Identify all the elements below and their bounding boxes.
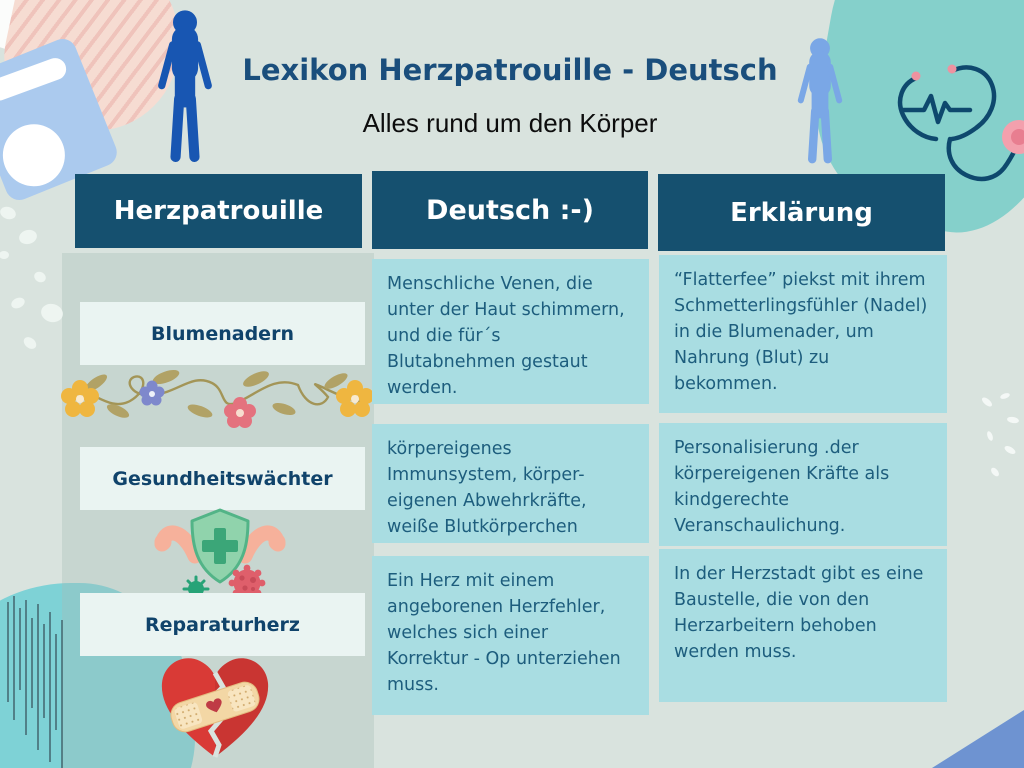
page-title: Lexikon Herzpatrouille - Deutsch xyxy=(242,53,778,87)
deutsch-cell-blumenadern: Menschliche Venen, die unter der Haut schimmern, und die für´s Blutabnehmen gestaut werden. xyxy=(372,259,649,404)
column-header-deutsch: Deutsch :-) xyxy=(372,171,648,249)
erklaerung-cell-gesundheitswaechter: Personalisierung .der körpereigenen Kräfte als kindgerechte Veranschaulichung. xyxy=(659,423,947,546)
deutsch-cell-reparaturherz: Ein Herz mit einem angeborenen Herzfehler, welches sich einer Korrektur - Op unterziehen muss. xyxy=(372,556,649,715)
deutsch-cell-gesundheitswaechter: körpereigenes Immunsystem, körper-eigenen Abwehrkräfte, weiße Blutkörperchen xyxy=(372,424,649,543)
erklaerung-cell-reparaturherz: In der Herzstadt gibt es eine Baustelle, die von den Herzarbeitern behoben werden muss. xyxy=(659,549,947,702)
column-header-herzpatrouille: Herzpatrouille xyxy=(75,174,362,248)
flower-vine-icon xyxy=(60,355,372,435)
body-silhouette-right xyxy=(785,38,855,170)
term-blumenadern: Blumenadern xyxy=(80,302,365,365)
blue-corner-bottom-right xyxy=(932,710,1024,768)
erklaerung-cell-blumenadern: “Flatterfee” piekst mit ihrem Schmetterlingsfühler (Nadel) in die Blumenader, um Nahrung (Blut) zu bekommen. xyxy=(659,255,947,413)
term-reparaturherz: Reparaturherz xyxy=(80,593,365,656)
term-gesundheitswaechter: Gesundheitswächter xyxy=(80,447,365,510)
page-subtitle: Alles rund um den Körper xyxy=(362,108,658,138)
body-silhouette-left xyxy=(148,10,222,170)
column-header-erklaerung: Erklärung xyxy=(658,174,945,251)
immune-shield-icon xyxy=(150,496,290,601)
line-pattern xyxy=(0,590,70,768)
broken-heart-bandage-icon xyxy=(150,645,280,766)
white-dashes xyxy=(975,388,1024,493)
